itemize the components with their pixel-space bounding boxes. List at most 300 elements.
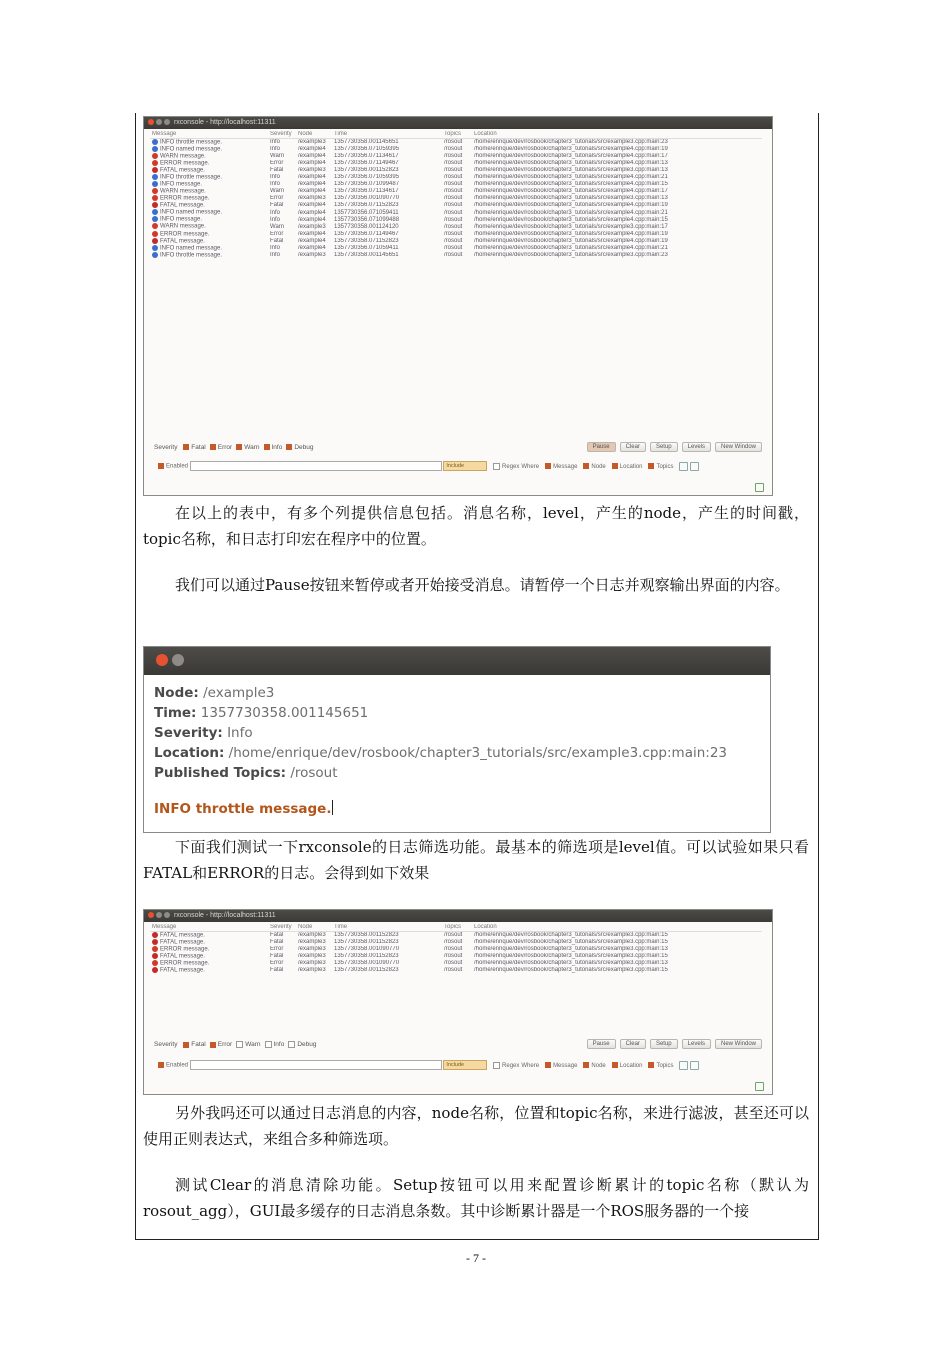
filter-enabled-label: Enabled <box>166 1062 189 1069</box>
new-window-button[interactable]: New Window <box>715 442 762 452</box>
time-cell: 1357730358.001152823 <box>334 953 399 960</box>
filter-option-regex: Regex <box>502 463 520 470</box>
filter-enabled-label: Enabled <box>166 463 189 470</box>
message-text: INFO message. <box>160 216 203 223</box>
paragraph-5: 测试Clear的消息清除功能。Setup按钮可以用来配置诊断累计的topic名称（默认为rosout_agg），GUI最多缓存的日志消息条数。其中诊断累计器是一个ROS服务器的一个接 <box>143 1176 809 1220</box>
topic-cell: /rosout <box>444 181 463 188</box>
severity-cell: Info <box>270 252 281 259</box>
severity-icon <box>152 238 158 244</box>
topic-cell: /rosout <box>444 167 463 174</box>
filter-option-message: Message <box>553 1062 578 1069</box>
severity-label-error: Error <box>217 444 233 451</box>
message-text: FATAL message. <box>160 202 205 209</box>
levels-button[interactable]: Levels <box>682 1039 711 1049</box>
message-text: WARN message. <box>160 224 206 231</box>
filter-checkbox-location[interactable] <box>612 1062 618 1068</box>
severity-cell: Info <box>270 145 281 152</box>
severity-icon <box>152 174 158 180</box>
message-text: FATAL message. <box>160 932 205 939</box>
topic-cell: /rosout <box>444 960 463 967</box>
time-cell: 1357730356.071099488 <box>334 216 400 223</box>
column-header[interactable]: Node <box>296 924 332 931</box>
table-row[interactable] <box>150 181 762 188</box>
severity-checkbox-warn[interactable] <box>236 444 242 450</box>
message-cell <box>150 967 268 974</box>
node-cell: /example3 <box>298 167 326 174</box>
detail-location: Location: /home/enrique/dev/rosbook/chapter3_tutorials/src/example3.cpp:main:23 <box>154 745 728 761</box>
severity-cell: Error <box>270 195 284 202</box>
minimize-icon[interactable] <box>172 654 184 666</box>
pause-button[interactable]: Pause <box>587 442 616 452</box>
table-header <box>150 924 762 931</box>
severity-cell: Warn <box>270 223 285 230</box>
message-table <box>150 131 762 259</box>
table-row[interactable] <box>150 960 762 967</box>
column-header[interactable]: Message <box>150 924 268 931</box>
severity-icon <box>152 960 158 966</box>
message-cell <box>150 202 268 209</box>
severity-checkbox-fatal[interactable] <box>183 1042 189 1048</box>
time-cell: 1357730358.001124120 <box>334 223 399 230</box>
severity-icon <box>152 223 158 229</box>
topic-cell: /rosout <box>444 202 463 209</box>
message-cell <box>150 146 268 153</box>
severity-cell: Info <box>270 181 281 188</box>
message-text: FATAL message. <box>160 953 205 960</box>
pause-button[interactable]: Pause <box>587 1039 616 1049</box>
message-text: INFO named message. <box>160 245 223 252</box>
node-cell: /example4 <box>298 216 326 223</box>
node-cell: /example3 <box>298 931 326 938</box>
severity-cell: Error <box>270 230 284 237</box>
message-cell <box>150 153 268 160</box>
levels-button[interactable]: Levels <box>682 442 711 452</box>
severity-icon <box>152 160 158 166</box>
severity-checkbox-debug[interactable] <box>286 444 292 450</box>
topic-cell: /rosout <box>444 174 463 181</box>
maximize-icon[interactable] <box>164 912 170 918</box>
severity-toolbar <box>154 444 764 451</box>
severity-label-debug: Debug <box>297 1041 317 1049</box>
table-row[interactable] <box>150 138 762 146</box>
table-row[interactable] <box>150 202 762 209</box>
severity-icon <box>152 188 158 194</box>
add-filter-icon[interactable] <box>679 1061 688 1070</box>
node-cell: /example3 <box>298 252 326 259</box>
time-cell: 1357730358.001090770 <box>334 945 400 952</box>
close-icon[interactable] <box>156 654 168 666</box>
message-cell <box>150 245 268 252</box>
time-cell: 1357730358.001152823 <box>334 967 399 974</box>
close-icon[interactable] <box>148 119 154 125</box>
severity-icon <box>152 153 158 159</box>
column-header[interactable]: Topics <box>442 131 472 138</box>
node-cell: /example4 <box>298 230 326 237</box>
table-row[interactable] <box>150 238 762 245</box>
table-row[interactable] <box>150 174 762 181</box>
severity-icon <box>152 953 158 959</box>
table-row[interactable] <box>150 160 762 167</box>
severity-cell: Warn <box>270 152 285 159</box>
severity-icon <box>152 209 158 215</box>
node-cell: /example3 <box>298 223 326 230</box>
message-cell <box>150 231 268 238</box>
message-cell <box>150 946 268 953</box>
severity-label-debug: Debug <box>294 444 314 451</box>
table-row[interactable] <box>150 931 762 939</box>
topic-cell: /rosout <box>444 145 463 152</box>
severity-label-fatal: Fatal <box>191 444 206 451</box>
severity-label-warn: Warn <box>244 444 260 451</box>
severity-checkbox-info[interactable] <box>264 444 270 450</box>
topic-cell: /rosout <box>444 945 463 952</box>
node-cell: /example3 <box>298 967 326 974</box>
node-cell: /example4 <box>298 160 326 167</box>
topic-cell: /rosout <box>444 152 463 159</box>
node-cell: /example4 <box>298 188 326 195</box>
location-cell: /home/enrique/dev/rosbook/chapter3_tutorials/src/example3.cpp:main:15 <box>474 931 668 938</box>
location-cell: /home/enrique/dev/rosbook/chapter3_tutorials/src/example3.cpp:main:13 <box>474 167 668 174</box>
severity-cell: Fatal <box>270 938 284 945</box>
maximize-icon[interactable] <box>164 119 170 125</box>
filter-text-input[interactable] <box>190 1060 442 1070</box>
time-cell: 1357730356.071059411 <box>334 244 399 251</box>
message-text: ERROR message. <box>160 160 210 167</box>
node-cell: /example4 <box>298 181 326 188</box>
column-header[interactable]: Topics <box>442 924 472 931</box>
severity-cell: Info <box>270 209 281 216</box>
node-cell: /example4 <box>298 209 326 216</box>
message-cell <box>150 174 268 181</box>
severity-label-error: Error <box>217 1041 233 1049</box>
column-header[interactable]: Severity <box>268 131 296 138</box>
time-cell: 1357730358.001152823 <box>334 938 399 945</box>
severity-label-warn: Warn <box>245 1041 261 1049</box>
severity-icon <box>152 252 158 258</box>
detail-message[interactable]: INFO throttle message. <box>154 801 332 817</box>
severity-label-info: Info <box>271 444 283 451</box>
location-cell: /home/enrique/dev/rosbook/chapter3_tutorials/src/example3.cpp:main:23 <box>474 138 668 145</box>
column-header[interactable]: Severity <box>268 924 296 931</box>
topic-cell: /rosout <box>444 967 463 974</box>
message-text: WARN message. <box>160 188 206 195</box>
column-header[interactable]: Message <box>150 131 268 138</box>
message-text: ERROR message. <box>160 946 210 953</box>
severity-cell: Error <box>270 945 284 952</box>
message-cell <box>150 238 268 245</box>
filter-checkbox-topics[interactable] <box>648 463 654 469</box>
table-row[interactable] <box>150 216 762 223</box>
severity-checkbox-error[interactable] <box>210 444 216 450</box>
time-cell: 1357730358.071152823 <box>334 237 399 244</box>
topic-cell: /rosout <box>444 230 463 237</box>
location-cell: /home/enrique/dev/rosbook/chapter3_tutorials/src/example3.cpp:main:13 <box>474 195 668 202</box>
severity-icon <box>152 216 158 222</box>
filter-option-where: Where <box>521 463 540 470</box>
table-row[interactable] <box>150 209 762 216</box>
location-cell: /home/enrique/dev/rosbook/chapter3_tutorials/src/example4.cpp:main:21 <box>474 174 668 181</box>
filter-checkbox-node[interactable] <box>583 463 589 469</box>
table-row[interactable] <box>150 223 762 230</box>
time-cell: 1357730356.071152823 <box>334 202 399 209</box>
window-title: rxconsole - http://localhost:11311 <box>173 912 276 919</box>
table-row[interactable] <box>150 946 762 953</box>
location-cell: /home/enrique/dev/rosbook/chapter3_tutorials/src/example4.cpp:main:21 <box>474 209 668 216</box>
add-filter-row-icon[interactable] <box>755 483 764 492</box>
severity-checkbox-error[interactable] <box>210 1042 216 1048</box>
severity-label-info: Info <box>273 1041 285 1049</box>
message-cell <box>150 931 268 939</box>
message-table <box>150 924 762 974</box>
node-cell: /example4 <box>298 237 326 244</box>
message-text: FATAL message. <box>160 939 205 946</box>
message-text: ERROR message. <box>160 960 210 967</box>
severity-icon <box>152 245 158 251</box>
table-header <box>150 131 762 138</box>
time-cell: 1357730356.071059395 <box>334 145 400 152</box>
location-cell: /home/enrique/dev/rosbook/chapter3_tutorials/src/example4.cpp:main:19 <box>474 230 668 237</box>
table-row[interactable] <box>150 953 762 960</box>
severity-checkbox-warn[interactable] <box>236 1041 243 1048</box>
setup-button[interactable]: Setup <box>650 1039 678 1049</box>
table-row[interactable] <box>150 252 762 259</box>
topic-cell: /rosout <box>444 931 463 938</box>
location-cell: /home/enrique/dev/rosbook/chapter3_tutorials/src/example4.cpp:main:21 <box>474 244 668 251</box>
severity-cell: Warn <box>270 188 285 195</box>
severity-cell: Fatal <box>270 202 284 209</box>
message-cell <box>150 167 268 174</box>
severity-checkbox-fatal[interactable] <box>183 444 189 450</box>
message-text: INFO throttle message. <box>160 252 223 259</box>
time-cell: 1357730356.071059395 <box>334 174 400 181</box>
rxconsole-window-2 <box>143 909 773 1095</box>
table-row[interactable] <box>150 195 762 202</box>
filter-option-location: Location <box>619 1062 643 1069</box>
paragraph-2: 我们可以通过Pause按钮来暂停或者开始接受消息。请暂停一个日志并观察输出界面的内容。 <box>175 576 790 594</box>
severity-cell: Fatal <box>270 953 284 960</box>
time-cell: 1357730356.071134617 <box>334 152 399 159</box>
severity-cell: Info <box>270 174 281 181</box>
page-number: - 7 - <box>466 1251 486 1265</box>
severity-cell: Info <box>270 138 281 145</box>
table-row[interactable] <box>150 153 762 160</box>
message-cell <box>150 181 268 188</box>
filter-text-input[interactable] <box>190 461 442 471</box>
detail-time: Time: 1357730358.001145651 <box>154 705 369 721</box>
regex-checkbox[interactable] <box>493 463 500 470</box>
time-cell: 1357730356.071149467 <box>334 230 399 237</box>
message-cell <box>150 138 268 146</box>
message-text: INFO throttle message. <box>160 174 223 181</box>
location-cell: /home/enrique/dev/rosbook/chapter3_tutorials/src/example3.cpp:main:15 <box>474 938 668 945</box>
clear-button[interactable]: Clear <box>620 442 646 452</box>
severity-icon <box>152 181 158 187</box>
location-cell: /home/enrique/dev/rosbook/chapter3_tutorials/src/example4.cpp:main:13 <box>474 160 668 167</box>
column-header[interactable]: Time <box>332 924 442 931</box>
column-header[interactable]: Location <box>472 131 762 138</box>
location-cell: /home/enrique/dev/rosbook/chapter3_tutorials/src/example4.cpp:main:19 <box>474 145 668 152</box>
remove-filter-icon[interactable] <box>690 1061 699 1070</box>
filter-bar <box>154 461 764 472</box>
clear-button[interactable]: Clear <box>620 1039 646 1049</box>
location-cell: /home/enrique/dev/rosbook/chapter3_tutorials/src/example4.cpp:main:19 <box>474 202 668 209</box>
filter-checkbox-message[interactable] <box>545 463 551 469</box>
severity-icon <box>152 167 158 173</box>
column-header[interactable]: Node <box>296 131 332 138</box>
topic-cell: /rosout <box>444 138 463 145</box>
topic-cell: /rosout <box>444 160 463 167</box>
filter-option-regex: Regex <box>502 1062 520 1069</box>
minimize-icon[interactable] <box>156 119 162 125</box>
severity-icon <box>152 231 158 237</box>
time-cell: 1357730356.071149467 <box>334 160 399 167</box>
table-row[interactable] <box>150 967 762 974</box>
message-cell <box>150 160 268 167</box>
remove-filter-icon[interactable] <box>690 462 699 471</box>
add-filter-icon[interactable] <box>679 462 688 471</box>
filter-checkbox-node[interactable] <box>583 1062 589 1068</box>
table-row[interactable] <box>150 231 762 238</box>
table-row[interactable] <box>150 167 762 174</box>
message-cell <box>150 188 268 195</box>
text-cursor <box>332 800 333 815</box>
time-cell: 1357730358.001090770 <box>334 960 400 967</box>
filter-checkbox-location[interactable] <box>612 463 618 469</box>
location-cell: /home/enrique/dev/rosbook/chapter3_tutorials/src/example3.cpp:main:15 <box>474 967 668 974</box>
filter-checkbox-topics[interactable] <box>648 1062 654 1068</box>
topic-cell: /rosout <box>444 188 463 195</box>
location-cell: /home/enrique/dev/rosbook/chapter3_tutorials/src/example4.cpp:main:17 <box>474 152 668 159</box>
message-text: FATAL message. <box>160 238 205 245</box>
node-cell: /example3 <box>298 953 326 960</box>
node-cell: /example4 <box>298 174 326 181</box>
time-cell: 1357730358.001152823 <box>334 931 399 938</box>
close-icon[interactable] <box>148 912 154 918</box>
table-row[interactable] <box>150 245 762 252</box>
location-cell: /home/enrique/dev/rosbook/chapter3_tutorials/src/example4.cpp:main:19 <box>474 237 668 244</box>
new-window-button[interactable]: New Window <box>715 1039 762 1049</box>
severity-checkbox-info[interactable] <box>265 1041 272 1048</box>
minimize-icon[interactable] <box>156 912 162 918</box>
topic-cell: /rosout <box>444 953 463 960</box>
location-cell: /home/enrique/dev/rosbook/chapter3_tutorials/src/example4.cpp:main:15 <box>474 181 668 188</box>
topic-cell: /rosout <box>444 938 463 945</box>
severity-icon <box>152 939 158 945</box>
message-cell <box>150 195 268 202</box>
message-text: ERROR message. <box>160 195 210 202</box>
table-row[interactable] <box>150 146 762 153</box>
message-text: INFO message. <box>160 181 203 188</box>
severity-cell: Fatal <box>270 237 284 244</box>
message-text: WARN message. <box>160 153 206 160</box>
filter-option-topics: Topics <box>656 1062 674 1069</box>
topic-cell: /rosout <box>444 223 463 230</box>
time-cell: 1357730356.001090770 <box>334 195 400 202</box>
paragraph-4: 另外我吗还可以通过日志消息的内容，node名称，位置和topic名称，来进行滤波，甚至还可以使用正则表达式，来组合多种筛选项。 <box>143 1104 809 1148</box>
detail-topics: Published Topics: /rosout <box>154 765 338 781</box>
location-cell: /home/enrique/dev/rosbook/chapter3_tutorials/src/example4.cpp:main:17 <box>474 188 668 195</box>
filter-option-node: Node <box>591 1062 606 1069</box>
message-text: FATAL message. <box>160 967 205 974</box>
message-text: INFO throttle message. <box>160 139 223 146</box>
severity-icon <box>152 139 158 145</box>
severity-cell: Fatal <box>270 967 284 974</box>
detail-titlebar <box>144 647 770 675</box>
paragraph-1: 在以上的表中，有多个列提供信息包括。消息名称，level，产生的node，产生的时间戳，topic名称，和日志打印宏在程序中的位置。 <box>143 504 809 548</box>
node-cell: /example3 <box>298 195 326 202</box>
severity-toolbar <box>154 1041 764 1048</box>
severity-icon <box>152 932 158 938</box>
severity-icon <box>152 195 158 201</box>
table-row[interactable] <box>150 188 762 195</box>
location-cell: /home/enrique/dev/rosbook/chapter3_tutorials/src/example3.cpp:main:17 <box>474 223 668 230</box>
time-cell: 1357730358.001145651 <box>334 138 399 145</box>
column-header[interactable]: Location <box>472 924 762 931</box>
filter-checkbox-message[interactable] <box>545 1062 551 1068</box>
window-title: rxconsole - http://localhost:11311 <box>173 119 276 126</box>
severity-label-fatal: Fatal <box>191 1041 206 1049</box>
table-row[interactable] <box>150 939 762 946</box>
filter-include-select[interactable]: Include <box>443 461 487 471</box>
window-titlebar <box>144 910 772 922</box>
topic-cell: /rosout <box>444 252 463 259</box>
location-cell: /home/enrique/dev/rosbook/chapter3_tutorials/src/example3.cpp:main:13 <box>474 960 668 967</box>
node-cell: /example3 <box>298 938 326 945</box>
node-cell: /example3 <box>298 945 326 952</box>
rxconsole-window-1 <box>143 116 773 496</box>
severity-cell: Error <box>270 160 284 167</box>
message-text: ERROR message. <box>160 231 210 238</box>
message-cell <box>150 252 268 259</box>
filter-enabled-checkbox[interactable] <box>158 1062 164 1068</box>
detail-severity: Severity: Info <box>154 725 253 741</box>
filter-bar <box>154 1060 764 1071</box>
message-text: FATAL message. <box>160 167 205 174</box>
severity-icon <box>152 146 158 152</box>
severity-label: Severity <box>154 444 178 451</box>
time-cell: 1357730356.071099487 <box>334 181 400 188</box>
topic-cell: /rosout <box>444 237 463 244</box>
severity-label: Severity <box>154 1041 178 1049</box>
column-header[interactable]: Time <box>332 131 442 138</box>
severity-cell: Fatal <box>270 931 284 938</box>
message-cell <box>150 960 268 967</box>
setup-button[interactable]: Setup <box>650 442 678 452</box>
detail-node: Node: /example3 <box>154 685 275 701</box>
filter-option-node: Node <box>591 463 606 470</box>
severity-checkbox-debug[interactable] <box>288 1041 295 1048</box>
window-titlebar <box>144 117 772 129</box>
regex-checkbox[interactable] <box>493 1062 500 1069</box>
message-cell <box>150 209 268 216</box>
filter-enabled-checkbox[interactable] <box>158 463 164 469</box>
location-cell: /home/enrique/dev/rosbook/chapter3_tutorials/src/example3.cpp:main:23 <box>474 252 668 259</box>
add-filter-row-icon[interactable] <box>755 1082 764 1091</box>
filter-option-message: Message <box>553 463 578 470</box>
severity-icon <box>152 202 158 208</box>
filter-include-select[interactable]: Include <box>443 1060 487 1070</box>
paragraph-3: 下面我们测试一下rxconsole的日志筛选功能。最基本的筛选项是level值。可以试验如果只看FATAL和ERROR的日志。会得到如下效果 <box>143 838 809 882</box>
severity-cell: Info <box>270 244 281 251</box>
message-text: INFO named message. <box>160 209 223 216</box>
filter-option-location: Location <box>619 463 643 470</box>
node-cell: /example4 <box>298 244 326 251</box>
location-cell: /home/enrique/dev/rosbook/chapter3_tutorials/src/example3.cpp:main:15 <box>474 953 668 960</box>
severity-cell: Info <box>270 216 281 223</box>
severity-cell: Error <box>270 960 284 967</box>
time-cell: 1357730356.071134617 <box>334 188 399 195</box>
filter-option-where: Where <box>521 1062 540 1069</box>
